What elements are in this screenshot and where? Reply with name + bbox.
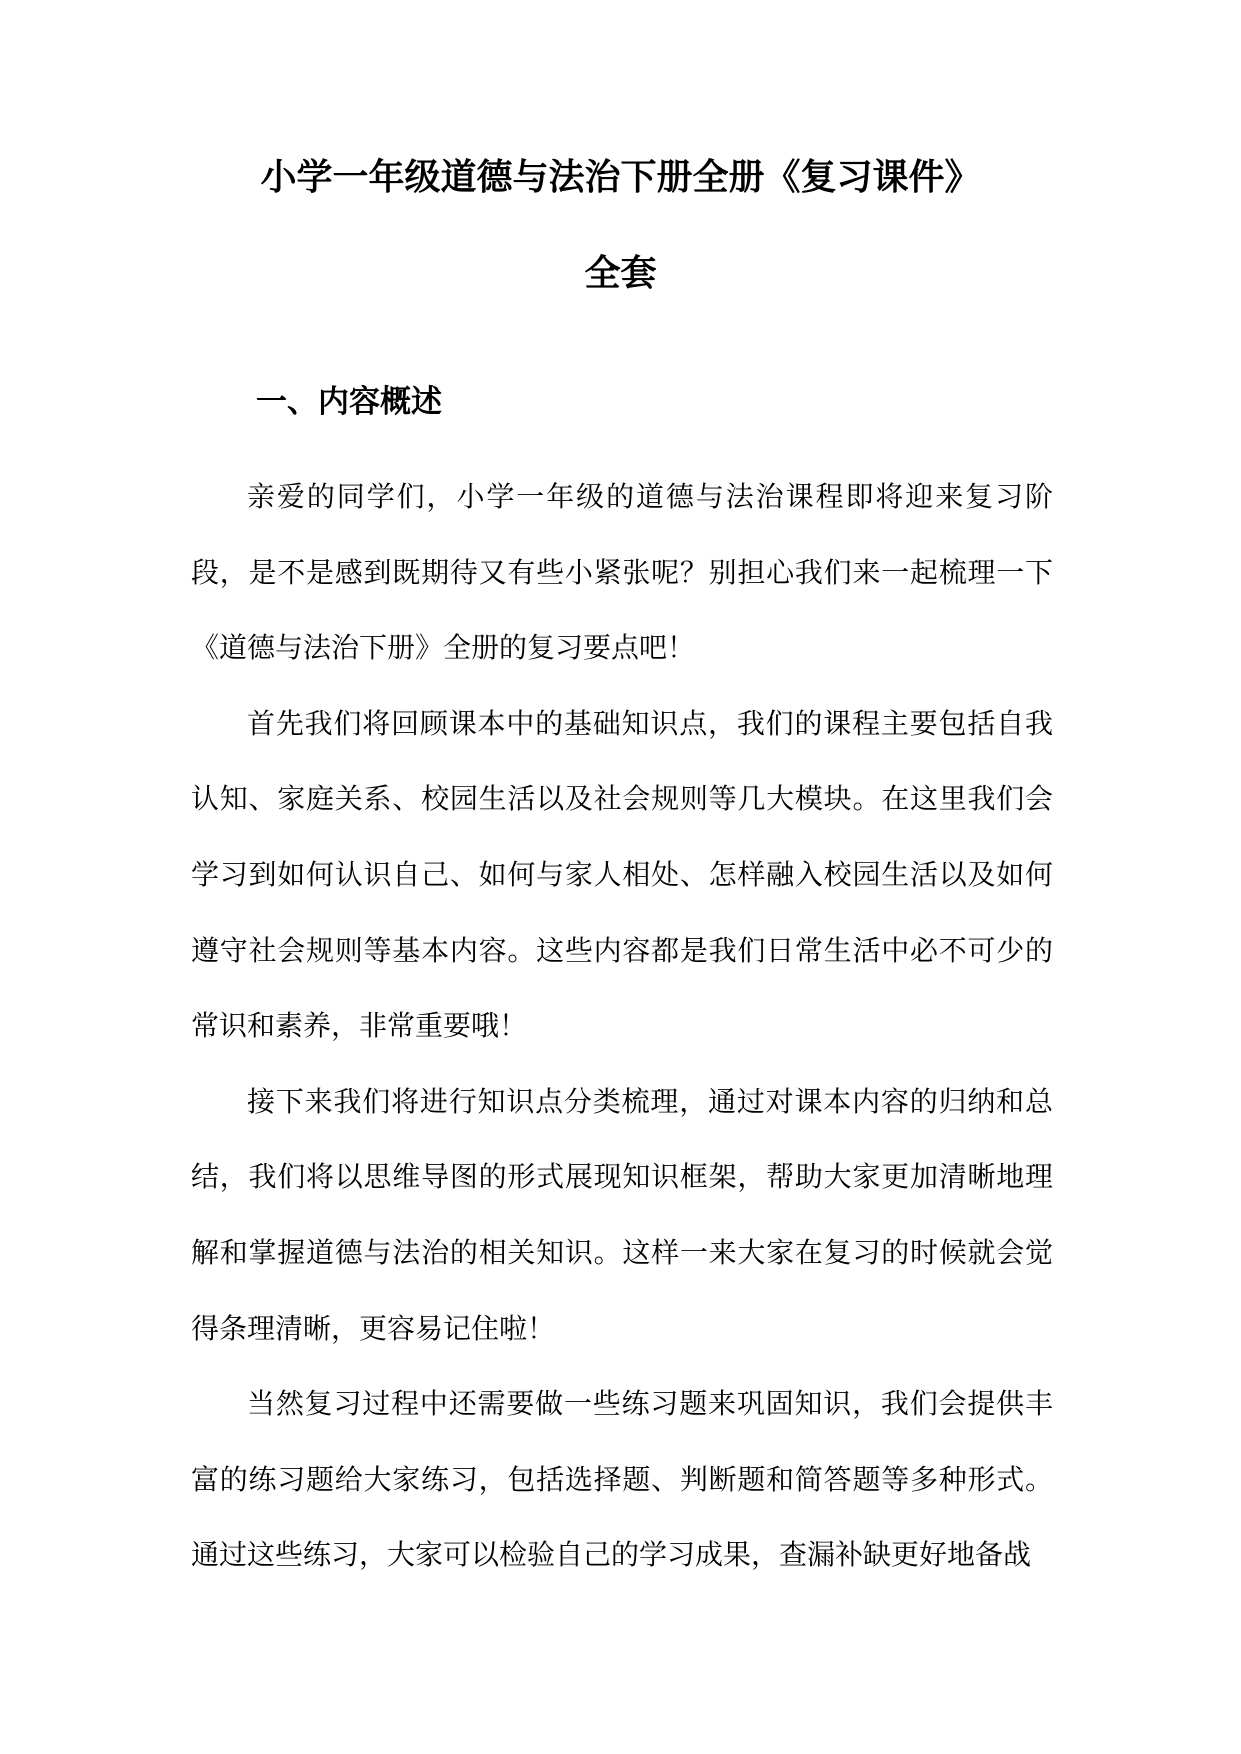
paragraph-2: 首先我们将回顾课本中的基础知识点，我们的课程主要包括自我认知、家庭关系、校园生活以及社会规则等几大模块。在这里我们会学习到如何认识自己、如何与家人相处、怎样融入校园生活以及如何遵守社会规则等基本内容。这些内容都是我们日常生活中必不可少的常识和素养，非常重要哦！ [191, 706, 1053, 1043]
section-heading: 一、内容概述 [256, 384, 442, 420]
paragraph-1: 亲爱的同学们，小学一年级的道德与法治课程即将迎来复习阶段，是不是感到既期待又有些小紧张呢？别担心我们来一起梳理一下《道德与法治下册》全册的复习要点吧！ [191, 480, 1053, 665]
body-text [191, 459, 1053, 1593]
paragraph-4: 当然复习过程中还需要做一些练习题来巩固知识，我们会提供丰富的练习题给大家练习，包括选择题、判断题和简答题等多种形式。通过这些练习，大家可以检验自己的学习成果，查漏补缺更好地备战 [191, 1387, 1053, 1572]
document-title-line-1: 小学一年级道德与法治下册全册《复习课件》 [260, 157, 981, 198]
paragraph-3: 接下来我们将进行知识点分类梳理，通过对课本内容的归纳和总结，我们将以思维导图的形式展现知识框架，帮助大家更加清晰地理解和掌握道德与法治的相关知识。这样一来大家在复习的时候就会觉得条理清晰，更容易记住啦！ [191, 1084, 1053, 1345]
document-title-line-2: 全套 [584, 253, 657, 294]
